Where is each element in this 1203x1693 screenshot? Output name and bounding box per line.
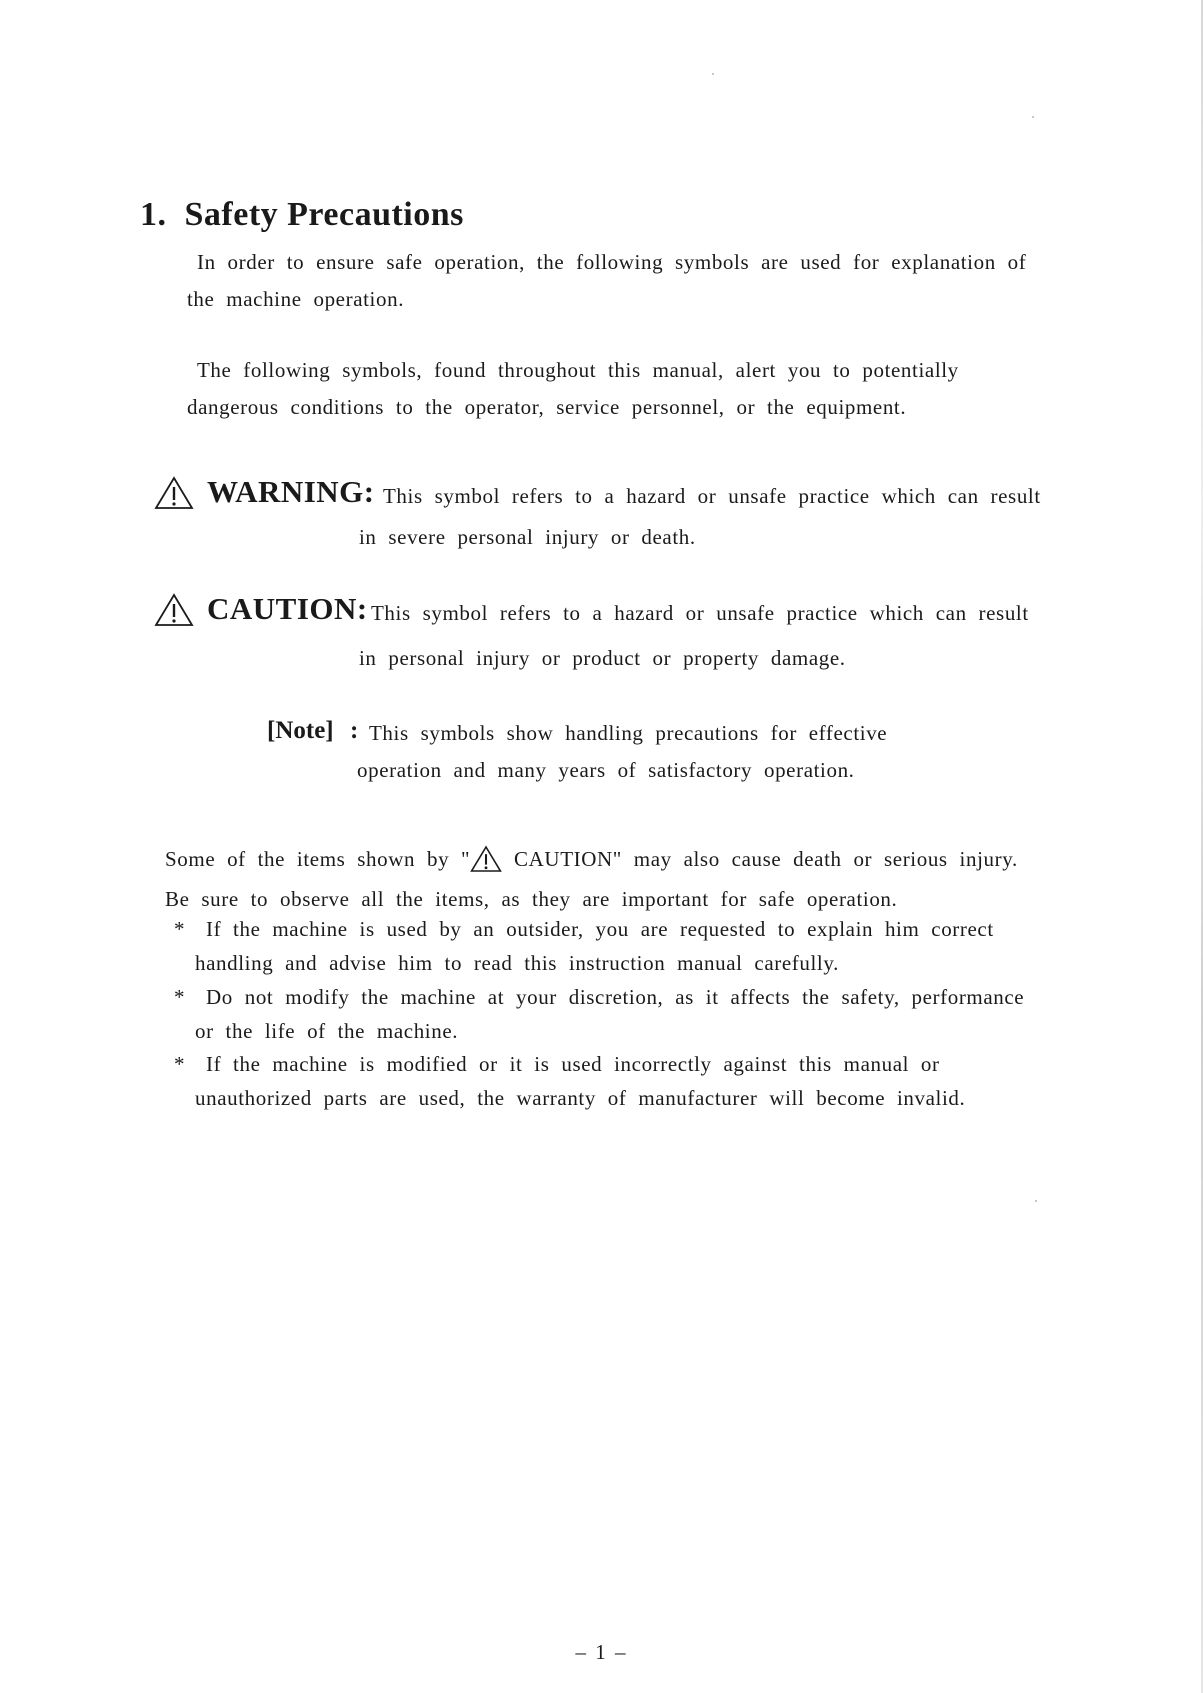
warning-triangle-icon (470, 845, 502, 877)
scan-speck (712, 73, 714, 75)
bullet-2-line-2: or the life of the machine. (195, 1019, 459, 1043)
scan-speck (1032, 116, 1034, 118)
caution-triangle-icon (154, 593, 194, 632)
bullet-mark: * (174, 917, 186, 941)
caution-text-line-2: in personal injury or product or property damage. (359, 646, 846, 670)
note-label: [Note] (267, 717, 334, 744)
bullet-2-line-1: Do not modify the machine at your discretion, as it affects the safety, performance (206, 985, 1025, 1009)
intro-line-1: In order to ensure safe operation, the following symbols are used for explanation of (197, 250, 1027, 274)
caution-label: CAUTION: (207, 591, 368, 626)
symbols-intro-line-1: The following symbols, found throughout this manual, alert you to potentially (197, 358, 959, 382)
section-heading (140, 196, 464, 234)
bullet-mark: * (174, 1052, 186, 1076)
symbols-intro-line-2: dangerous conditions to the operator, service personnel, or the equipment. (187, 395, 907, 419)
caution-text-line-1: This symbol refers to a hazard or unsafe practice which can result (371, 601, 1029, 625)
bullet-1-line-2: handling and advise him to read this instruction manual carefully. (195, 951, 839, 975)
warning-text-line-1: This symbol refers to a hazard or unsafe practice which can result (383, 484, 1041, 508)
intro-line-2: the machine operation. (187, 287, 405, 311)
caution-remark-line-2: Be sure to observe all the items, as they are important for safe operation. (165, 887, 898, 911)
page-number: – 1 – (575, 1640, 628, 1664)
bullet-3-line-2: unauthorized parts are used, the warranty of manufacturer will become invalid. (195, 1086, 966, 1110)
bullet-mark: * (174, 985, 186, 1009)
warning-text-line-2: in severe personal injury or death. (359, 525, 696, 549)
note-text-line-1: This symbols show handling precautions for effective (369, 721, 888, 745)
caution-remark-line-1 (165, 845, 1018, 877)
bullet-1-line-1: If the machine is used by an outsider, you are requested to explain him correct (206, 917, 994, 941)
bullet-3-line-1: If the machine is modified or it is used incorrectly against this manual or (206, 1052, 940, 1076)
note-colon: : (350, 717, 359, 744)
warning-triangle-icon (154, 476, 194, 515)
section-title: Safety Precautions (184, 196, 464, 233)
note-text-line-2: operation and many years of satisfactory operation. (357, 758, 855, 782)
warning-label: WARNING: (207, 474, 375, 509)
caution-remark-suffix: CAUTION" may also cause death or serious injury. (502, 846, 1018, 871)
scan-speck (1035, 1200, 1037, 1202)
section-number: 1. (140, 196, 167, 233)
caution-remark-prefix: Some of the items shown by " (165, 846, 471, 871)
